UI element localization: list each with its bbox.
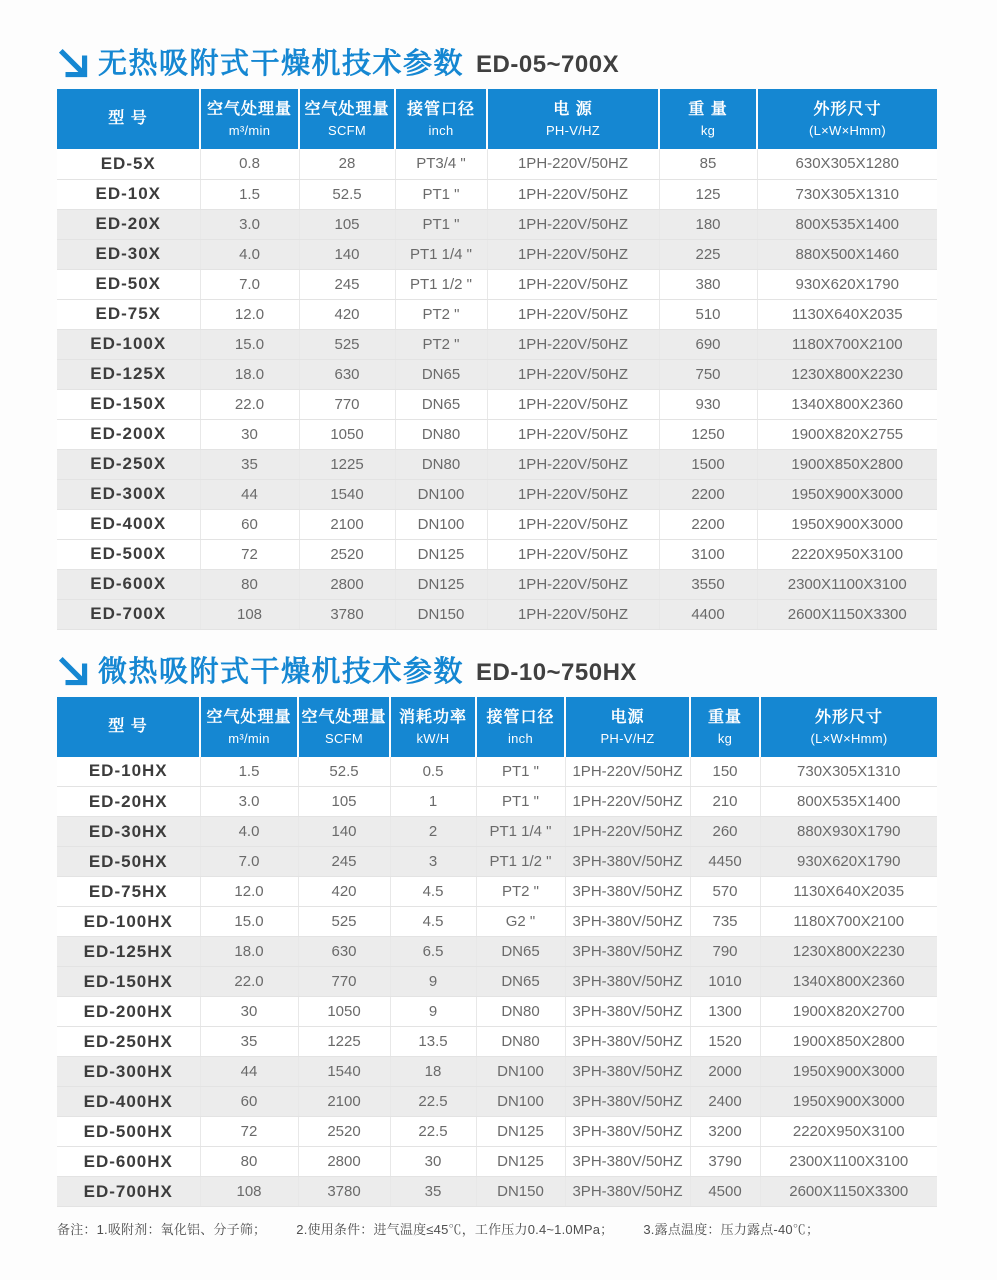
value-cell: 30 xyxy=(200,997,298,1027)
model-cell: ED-500X xyxy=(57,539,200,569)
value-cell: PT1 " xyxy=(395,179,487,209)
value-cell: 60 xyxy=(200,1087,298,1117)
value-cell: 930X620X1790 xyxy=(757,269,937,299)
value-cell: 3PH-380V/50HZ xyxy=(565,1057,690,1087)
table-row xyxy=(57,847,937,877)
value-cell: 2520 xyxy=(299,539,395,569)
model-cell: ED-700HX xyxy=(57,1177,200,1207)
table-row xyxy=(57,179,937,209)
section-heated-dryer xyxy=(57,653,997,1208)
value-cell: 22.5 xyxy=(390,1117,476,1147)
value-cell: 1950X900X3000 xyxy=(757,509,937,539)
value-cell: DN100 xyxy=(395,479,487,509)
value-cell: 1250 xyxy=(659,419,757,449)
value-cell: 630 xyxy=(299,359,395,389)
table-row xyxy=(57,569,937,599)
value-cell: PT1 1/4 " xyxy=(395,239,487,269)
model-cell: ED-10X xyxy=(57,179,200,209)
value-cell: 750 xyxy=(659,359,757,389)
value-cell: 2100 xyxy=(298,1087,390,1117)
value-cell: 1PH-220V/50HZ xyxy=(565,787,690,817)
table-row xyxy=(57,1057,937,1087)
column-header: 型 号 xyxy=(57,697,200,757)
column-header: 外形尺寸 (L×W×Hmm) xyxy=(757,89,937,149)
value-cell: 18.0 xyxy=(200,359,299,389)
value-cell: 1PH-220V/50HZ xyxy=(565,817,690,847)
value-cell: 3.0 xyxy=(200,787,298,817)
value-cell: 1PH-220V/50HZ xyxy=(565,757,690,787)
value-cell: 3PH-380V/50HZ xyxy=(565,1177,690,1207)
table-row xyxy=(57,1177,937,1207)
value-cell: 1130X640X2035 xyxy=(760,877,937,907)
value-cell: DN100 xyxy=(476,1057,565,1087)
value-cell: 3550 xyxy=(659,569,757,599)
value-cell: 1PH-220V/50HZ xyxy=(487,599,659,629)
table-row xyxy=(57,997,937,1027)
table-row xyxy=(57,299,937,329)
value-cell: PT2 " xyxy=(476,877,565,907)
value-cell: 790 xyxy=(690,937,760,967)
table-row xyxy=(57,389,937,419)
value-cell: 3PH-380V/50HZ xyxy=(565,847,690,877)
model-cell: ED-250HX xyxy=(57,1027,200,1057)
value-cell: 225 xyxy=(659,239,757,269)
value-cell: 105 xyxy=(298,787,390,817)
value-cell: 140 xyxy=(298,817,390,847)
value-cell: 2800 xyxy=(298,1147,390,1177)
table-row xyxy=(57,967,937,997)
model-cell: ED-5X xyxy=(57,149,200,179)
value-cell: 72 xyxy=(200,1117,298,1147)
value-cell: 3200 xyxy=(690,1117,760,1147)
value-cell: 3PH-380V/50HZ xyxy=(565,1087,690,1117)
value-cell: 4.5 xyxy=(390,877,476,907)
value-cell: 1130X640X2035 xyxy=(757,299,937,329)
value-cell: 930 xyxy=(659,389,757,419)
model-cell: ED-75HX xyxy=(57,877,200,907)
table-row xyxy=(57,269,937,299)
value-cell: 108 xyxy=(200,1177,298,1207)
value-cell: DN65 xyxy=(395,359,487,389)
value-cell: 80 xyxy=(200,569,299,599)
value-cell: 44 xyxy=(200,479,299,509)
value-cell: 3PH-380V/50HZ xyxy=(565,967,690,997)
note-items xyxy=(97,1222,820,1237)
column-header: 电源 PH-V/HZ xyxy=(565,697,690,757)
section-title-row xyxy=(57,45,997,81)
value-cell: 35 xyxy=(200,1027,298,1057)
value-cell: 630 xyxy=(298,937,390,967)
model-cell: ED-300HX xyxy=(57,1057,200,1087)
model-cell: ED-10HX xyxy=(57,757,200,787)
value-cell: 2100 xyxy=(299,509,395,539)
value-cell: PT3/4 " xyxy=(395,149,487,179)
value-cell: DN125 xyxy=(476,1147,565,1177)
model-cell: ED-600X xyxy=(57,569,200,599)
value-cell: 15.0 xyxy=(200,907,298,937)
value-cell: 60 xyxy=(200,509,299,539)
value-cell: 1950X900X3000 xyxy=(757,479,937,509)
value-cell: DN125 xyxy=(395,569,487,599)
value-cell: 2000 xyxy=(690,1057,760,1087)
value-cell: 3PH-380V/50HZ xyxy=(565,1147,690,1177)
value-cell: 735 xyxy=(690,907,760,937)
value-cell: 30 xyxy=(390,1147,476,1177)
value-cell: 1PH-220V/50HZ xyxy=(487,359,659,389)
model-cell: ED-150HX xyxy=(57,967,200,997)
section-title: 微热吸附式干燥机技术参数 xyxy=(98,655,465,688)
value-cell: 3.0 xyxy=(200,209,299,239)
value-cell: 1180X700X2100 xyxy=(757,329,937,359)
value-cell: 9 xyxy=(390,967,476,997)
value-cell: 1010 xyxy=(690,967,760,997)
section-heatless-dryer xyxy=(57,45,997,630)
spec-table-heated xyxy=(57,697,937,1208)
value-cell: 260 xyxy=(690,817,760,847)
value-cell: 1540 xyxy=(299,479,395,509)
value-cell: 770 xyxy=(299,389,395,419)
value-cell: 1PH-220V/50HZ xyxy=(487,329,659,359)
value-cell: 800X535X1400 xyxy=(760,787,937,817)
column-header: 消耗功率 kW/H xyxy=(390,697,476,757)
value-cell: PT1 1/2 " xyxy=(395,269,487,299)
value-cell: 210 xyxy=(690,787,760,817)
value-cell: 3790 xyxy=(690,1147,760,1177)
model-cell: ED-300X xyxy=(57,479,200,509)
column-header: 外形尺寸 (L×W×Hmm) xyxy=(760,697,937,757)
value-cell: G2 " xyxy=(476,907,565,937)
value-cell: 3100 xyxy=(659,539,757,569)
note-item: 3.露点温度：压力露点-40℃； xyxy=(643,1222,820,1237)
column-header: 接管口径 inch xyxy=(395,89,487,149)
model-cell: ED-100HX xyxy=(57,907,200,937)
note-item: 2.使用条件：进气温度≤45℃，工作压力0.4~1.0MPa； xyxy=(296,1222,614,1237)
value-cell: 2300X1100X3100 xyxy=(757,569,937,599)
value-cell: 28 xyxy=(299,149,395,179)
value-cell: PT1 " xyxy=(476,757,565,787)
table-row xyxy=(57,757,937,787)
value-cell: 1900X820X2700 xyxy=(760,997,937,1027)
value-cell: 570 xyxy=(690,877,760,907)
value-cell: 245 xyxy=(298,847,390,877)
value-cell: DN150 xyxy=(476,1177,565,1207)
value-cell: 2600X1150X3300 xyxy=(760,1177,937,1207)
model-cell: ED-400X xyxy=(57,509,200,539)
value-cell: 1PH-220V/50HZ xyxy=(487,239,659,269)
value-cell: 6.5 xyxy=(390,937,476,967)
value-cell: 12.0 xyxy=(200,877,298,907)
value-cell: 1PH-220V/50HZ xyxy=(487,149,659,179)
value-cell: 2800 xyxy=(299,569,395,599)
value-cell: DN80 xyxy=(476,997,565,1027)
value-cell: 12.0 xyxy=(200,299,299,329)
model-cell: ED-100X xyxy=(57,329,200,359)
value-cell: 1PH-220V/50HZ xyxy=(487,389,659,419)
header-row xyxy=(57,89,937,149)
table-row xyxy=(57,449,937,479)
value-cell: 1 xyxy=(390,787,476,817)
column-header: 空气处理量 SCFM xyxy=(299,89,395,149)
value-cell: 3PH-380V/50HZ xyxy=(565,937,690,967)
value-cell: 72 xyxy=(200,539,299,569)
value-cell: 690 xyxy=(659,329,757,359)
value-cell: 3PH-380V/50HZ xyxy=(565,877,690,907)
value-cell: 2300X1100X3100 xyxy=(760,1147,937,1177)
value-cell: 420 xyxy=(298,877,390,907)
column-header: 接管口径 inch xyxy=(476,697,565,757)
value-cell: PT1 " xyxy=(395,209,487,239)
value-cell: 1340X800X2360 xyxy=(757,389,937,419)
value-cell: 1500 xyxy=(659,449,757,479)
value-cell: 7.0 xyxy=(200,269,299,299)
value-cell: 2220X950X3100 xyxy=(760,1117,937,1147)
table-row xyxy=(57,1147,937,1177)
value-cell: 30 xyxy=(200,419,299,449)
value-cell: 880X500X1460 xyxy=(757,239,937,269)
table-row xyxy=(57,419,937,449)
value-cell: 380 xyxy=(659,269,757,299)
value-cell: 35 xyxy=(390,1177,476,1207)
value-cell: 3PH-380V/50HZ xyxy=(565,997,690,1027)
model-cell: ED-600HX xyxy=(57,1147,200,1177)
value-cell: DN65 xyxy=(395,389,487,419)
value-cell: 525 xyxy=(298,907,390,937)
arrow-down-right-icon xyxy=(57,655,91,689)
value-cell: 1.5 xyxy=(200,757,298,787)
value-cell: 80 xyxy=(200,1147,298,1177)
table-row xyxy=(57,599,937,629)
table-row xyxy=(57,149,937,179)
model-cell: ED-30X xyxy=(57,239,200,269)
value-cell: 22.0 xyxy=(200,389,299,419)
value-cell: 125 xyxy=(659,179,757,209)
section-title: 无热吸附式干燥机技术参数 xyxy=(98,48,465,80)
model-cell: ED-400HX xyxy=(57,1087,200,1117)
value-cell: 1PH-220V/50HZ xyxy=(487,209,659,239)
value-cell: 4.5 xyxy=(390,907,476,937)
table-row xyxy=(57,1117,937,1147)
model-cell: ED-250X xyxy=(57,449,200,479)
column-header: 空气处理量 m³/min xyxy=(200,89,299,149)
value-cell: 3780 xyxy=(298,1177,390,1207)
value-cell: 150 xyxy=(690,757,760,787)
value-cell: 1900X850X2800 xyxy=(760,1027,937,1057)
value-cell: 525 xyxy=(299,329,395,359)
value-cell: 22.0 xyxy=(200,967,298,997)
model-range: ED-10~750HX xyxy=(476,658,637,686)
value-cell: 4400 xyxy=(659,599,757,629)
value-cell: 630X305X1280 xyxy=(757,149,937,179)
value-cell: 22.5 xyxy=(390,1087,476,1117)
model-cell: ED-20X xyxy=(57,209,200,239)
value-cell: 1PH-220V/50HZ xyxy=(487,269,659,299)
table-row xyxy=(57,1087,937,1117)
model-cell: ED-20HX xyxy=(57,787,200,817)
value-cell: 2220X950X3100 xyxy=(757,539,937,569)
model-cell: ED-500HX xyxy=(57,1117,200,1147)
value-cell: 18.0 xyxy=(200,937,298,967)
value-cell: 140 xyxy=(299,239,395,269)
spec-table-heatless xyxy=(57,89,937,630)
value-cell: DN65 xyxy=(476,937,565,967)
value-cell: 1520 xyxy=(690,1027,760,1057)
table-row xyxy=(57,817,937,847)
value-cell: PT2 " xyxy=(395,299,487,329)
value-cell: 9 xyxy=(390,997,476,1027)
value-cell: 0.5 xyxy=(390,757,476,787)
value-cell: 2 xyxy=(390,817,476,847)
model-cell: ED-50HX xyxy=(57,847,200,877)
value-cell: 2200 xyxy=(659,479,757,509)
value-cell: 1540 xyxy=(298,1057,390,1087)
value-cell: 245 xyxy=(299,269,395,299)
table-row xyxy=(57,539,937,569)
value-cell: PT1 1/2 " xyxy=(476,847,565,877)
model-range: ED-05~700X xyxy=(476,51,620,78)
model-cell: ED-50X xyxy=(57,269,200,299)
header-row xyxy=(57,697,937,757)
value-cell: 52.5 xyxy=(299,179,395,209)
value-cell: 3PH-380V/50HZ xyxy=(565,1117,690,1147)
value-cell: 1300 xyxy=(690,997,760,1027)
value-cell: 3PH-380V/50HZ xyxy=(565,907,690,937)
model-cell: ED-150X xyxy=(57,389,200,419)
value-cell: 44 xyxy=(200,1057,298,1087)
value-cell: 35 xyxy=(200,449,299,479)
value-cell: 1230X800X2230 xyxy=(760,937,937,967)
value-cell: DN150 xyxy=(395,599,487,629)
value-cell: 2400 xyxy=(690,1087,760,1117)
value-cell: 4.0 xyxy=(200,817,298,847)
arrow-down-right-icon xyxy=(57,47,91,81)
value-cell: DN80 xyxy=(395,449,487,479)
value-cell: 4450 xyxy=(690,847,760,877)
value-cell: 3PH-380V/50HZ xyxy=(565,1027,690,1057)
column-header: 重量 kg xyxy=(690,697,760,757)
model-cell: ED-30HX xyxy=(57,817,200,847)
value-cell: 1340X800X2360 xyxy=(760,967,937,997)
value-cell: 1050 xyxy=(299,419,395,449)
value-cell: 1900X850X2800 xyxy=(757,449,937,479)
value-cell: 730X305X1310 xyxy=(760,757,937,787)
value-cell: 1230X800X2230 xyxy=(757,359,937,389)
value-cell: 770 xyxy=(298,967,390,997)
model-cell: ED-200HX xyxy=(57,997,200,1027)
value-cell: 4.0 xyxy=(200,239,299,269)
value-cell: PT1 1/4 " xyxy=(476,817,565,847)
value-cell: 85 xyxy=(659,149,757,179)
section-title-row xyxy=(57,653,997,689)
table-row xyxy=(57,877,937,907)
column-header: 空气处理量 m³/min xyxy=(200,697,298,757)
value-cell: 1PH-220V/50HZ xyxy=(487,569,659,599)
value-cell: 15.0 xyxy=(200,329,299,359)
column-header: 空气处理量 SCFM xyxy=(298,697,390,757)
value-cell: 1PH-220V/50HZ xyxy=(487,299,659,329)
value-cell: 510 xyxy=(659,299,757,329)
value-cell: 18 xyxy=(390,1057,476,1087)
footnote xyxy=(57,1219,997,1238)
value-cell: DN125 xyxy=(395,539,487,569)
table-row xyxy=(57,239,937,269)
value-cell: 1050 xyxy=(298,997,390,1027)
value-cell: 1225 xyxy=(299,449,395,479)
value-cell: 1PH-220V/50HZ xyxy=(487,509,659,539)
value-cell: DN80 xyxy=(476,1027,565,1057)
model-cell: ED-125X xyxy=(57,359,200,389)
value-cell: 13.5 xyxy=(390,1027,476,1057)
value-cell: 730X305X1310 xyxy=(757,179,937,209)
value-cell: 930X620X1790 xyxy=(760,847,937,877)
value-cell: 1225 xyxy=(298,1027,390,1057)
value-cell: 105 xyxy=(299,209,395,239)
value-cell: DN100 xyxy=(395,509,487,539)
value-cell: 880X930X1790 xyxy=(760,817,937,847)
value-cell: 4500 xyxy=(690,1177,760,1207)
table-row xyxy=(57,937,937,967)
value-cell: 1PH-220V/50HZ xyxy=(487,419,659,449)
value-cell: 1PH-220V/50HZ xyxy=(487,479,659,509)
value-cell: 2520 xyxy=(298,1117,390,1147)
value-cell: 2600X1150X3300 xyxy=(757,599,937,629)
table-row xyxy=(57,509,937,539)
value-cell: 1PH-220V/50HZ xyxy=(487,449,659,479)
value-cell: 1950X900X3000 xyxy=(760,1087,937,1117)
value-cell: 800X535X1400 xyxy=(757,209,937,239)
value-cell: DN125 xyxy=(476,1117,565,1147)
table-row xyxy=(57,479,937,509)
value-cell: 2200 xyxy=(659,509,757,539)
value-cell: 1900X820X2755 xyxy=(757,419,937,449)
table-row xyxy=(57,1027,937,1057)
table-row xyxy=(57,359,937,389)
value-cell: 1180X700X2100 xyxy=(760,907,937,937)
value-cell: 108 xyxy=(200,599,299,629)
value-cell: 180 xyxy=(659,209,757,239)
column-header: 型 号 xyxy=(57,89,200,149)
note-item: 1.吸附剂：氧化铝、分子筛； xyxy=(96,1222,267,1237)
value-cell: 1PH-220V/50HZ xyxy=(487,179,659,209)
table-row xyxy=(57,787,937,817)
value-cell: 3780 xyxy=(299,599,395,629)
value-cell: DN80 xyxy=(395,419,487,449)
column-header: 重 量 kg xyxy=(659,89,757,149)
note-prefix: 备注： xyxy=(57,1222,97,1237)
value-cell: DN100 xyxy=(476,1087,565,1117)
model-cell: ED-200X xyxy=(57,419,200,449)
model-cell: ED-75X xyxy=(57,299,200,329)
table-row xyxy=(57,209,937,239)
model-cell: ED-125HX xyxy=(57,937,200,967)
value-cell: 1PH-220V/50HZ xyxy=(487,539,659,569)
value-cell: 0.8 xyxy=(200,149,299,179)
value-cell: PT2 " xyxy=(395,329,487,359)
value-cell: PT1 " xyxy=(476,787,565,817)
value-cell: 3 xyxy=(390,847,476,877)
value-cell: 7.0 xyxy=(200,847,298,877)
value-cell: DN65 xyxy=(476,967,565,997)
value-cell: 1.5 xyxy=(200,179,299,209)
value-cell: 52.5 xyxy=(298,757,390,787)
column-header: 电 源 PH-V/HZ xyxy=(487,89,659,149)
model-cell: ED-700X xyxy=(57,599,200,629)
value-cell: 1950X900X3000 xyxy=(760,1057,937,1087)
value-cell: 420 xyxy=(299,299,395,329)
table-row xyxy=(57,907,937,937)
table-row xyxy=(57,329,937,359)
